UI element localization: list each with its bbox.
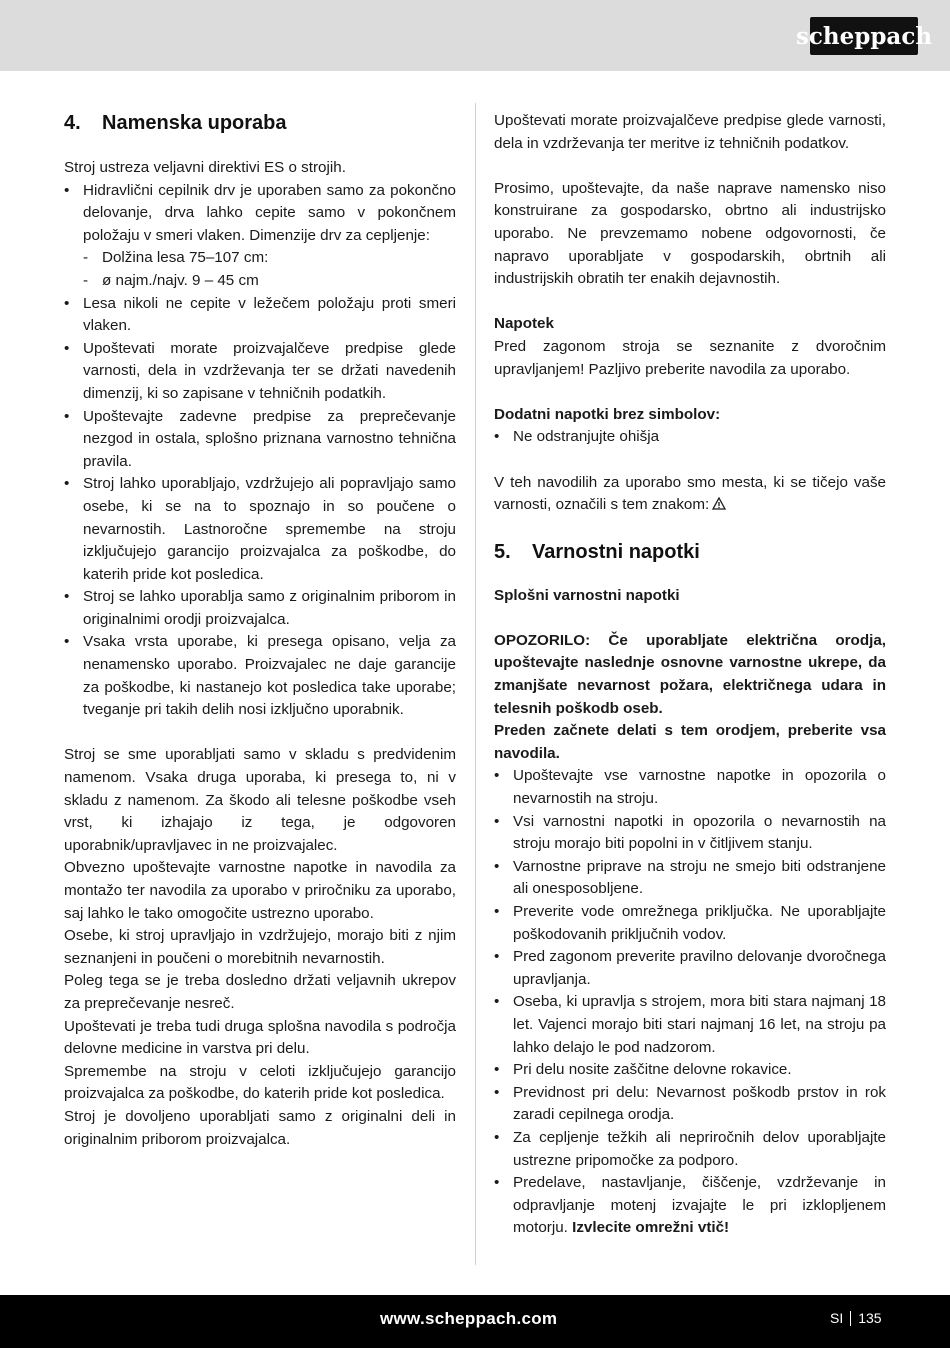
list-item: • Previdnost pri delu: Nevarnost poškodb prstov in rok zaradi cepilnega orodja. — [494, 1082, 886, 1127]
list-item — [494, 1172, 886, 1240]
usage-list — [64, 180, 456, 722]
paragraph: Poleg tega se je treba dosledno držati veljavnih ukrepov za preprečevanje nesreč. — [64, 972, 456, 1012]
paragraph: Upoštevati je treba tudi druga splošna navodila s področja delovne medicine in varstva pri delu. — [64, 1017, 456, 1058]
dimension-item: - Dolžina lesa 75–107 cm: — [83, 247, 456, 270]
paragraph: Stroj je dovoljeno uporabljati samo z originalni deli in originalnim priborom proizvajalca. — [64, 1107, 456, 1148]
list-item: • Pred zagonom preverite pravilno delovanje dvoročnega upravljanja. — [494, 946, 886, 991]
list-item: • Upoštevati morate proizvajalčeve predpise glede varnosti, dela in vzdrževanja ter se držati navedenih dimenzij, ki so zapisane v tehničnih podatkih. — [64, 338, 456, 406]
paragraph: Osebe, ki stroj upravljajo in vzdržujejo, morajo biti z njim seznanjeni in poučeni o morebitnih nevarnostih. — [64, 927, 456, 967]
paragraph: Upoštevati morate proizvajalčeve predpise glede varnosti, dela in vzdrževanja ter meritve iz tehničnih podatkov. — [494, 112, 886, 152]
note-text: Pred zagonom stroja se seznanite z dvoročnim upravljanjem! Pazljivo preberite navodila za uporabo. — [494, 337, 886, 378]
list-item: • Pri delu nosite zaščitne delovne rokavice. — [494, 1059, 886, 1082]
extra-notes-title: Dodatni napotki brez simbolov: — [494, 405, 721, 423]
paragraph: Prosimo, upoštevajte, da naše naprave namensko niso konstruirane za gospodarsko, obrtno ali industrijsko uporabo. Ne prevzemamo nobene odgovornosti, če napravo uporabljate v gospodarskih, obrtnih ali industrijskih obratih ter enakih dejavnostih. — [494, 179, 886, 288]
section-number: 5. — [494, 540, 511, 563]
warning-triangle-icon — [712, 497, 726, 510]
list-item: • Vsi varnostni napotki in opozorila o nevarnostih na stroju morajo biti popolni in v čitljivem stanju. — [494, 811, 886, 856]
section-subtitle: Splošni varnostni napotki — [494, 586, 680, 604]
list-item-text: Predelave, nastavljanje, čiščenje, vzdrževanje in odpravljanje motenj izvajajte le pri izklopljenem motorju. — [513, 1174, 886, 1237]
warning-text: OPOZORILO: Če uporabljate električna orodja, upoštevajte naslednje osnovne varnostne ukrepe, da zmanjšate nevarnost požara, električnega udara in telesnih poškodb oseb. — [494, 631, 886, 717]
right-column — [494, 110, 886, 1240]
list-item — [64, 180, 456, 293]
header-bar — [0, 0, 950, 71]
section-4-heading — [64, 110, 456, 136]
footer-url: www.scheppach.com — [380, 1309, 558, 1328]
page-indicator — [830, 1310, 882, 1326]
paragraph: Stroj se sme uporabljati samo v skladu s predvidenim namenom. Vsaka druga uporaba, ki presega to, ni v skladu z namenom. Za škodo ali telesne poškodbe vseh vrst, ki izhajajo iz tega, je odgovoren uporabnik/upravljavec in ne proizvajalec. — [64, 746, 456, 854]
list-item: • Preverite vode omrežnega priključka. Ne uporabljajte poškodovanih priključnih vodov. — [494, 901, 886, 946]
intro-text: Stroj ustreza veljavni direktivi ES o strojih. — [64, 159, 346, 176]
scheppach-logo: scheppach — [810, 17, 918, 55]
footer-bar — [0, 1295, 950, 1348]
list-item: • Ne odstranjujte ohišja — [494, 426, 886, 449]
column-divider — [475, 103, 476, 1265]
list-item: • Stroj lahko uporabljajo, vzdržujejo ali popravljajo samo osebe, ki se na to spoznajo in so poučene o nevarnostih. Lastnoročne spremembe na stroju izključujejo garancijo proizvajalca za poškodbe, do katerih pride kot posledica. — [64, 473, 456, 586]
paragraph: Obvezno upoštevajte varnostne napotke in navodila za montažo ter navodila za uporabo v priročniku za uporabo, saj lahko le tako omogočite ustrezno uporabo. — [64, 859, 456, 922]
section-number: 4. — [64, 112, 81, 134]
list-item: • Stroj se lahko uporablja samo z originalnim priborom in originalnimi orodji proizvajalca. — [64, 586, 456, 631]
section-title: Varnostni napotki — [532, 540, 700, 563]
list-item: • Upoštevajte zadevne predpise za preprečevanje nezgod in ostala, splošno priznana varnostno tehnična pravila. — [64, 406, 456, 474]
footer-separator — [850, 1311, 851, 1326]
extra-notes-list — [494, 426, 886, 449]
symbol-text: V teh navodilih za uporabo smo mesta, ki se tičejo vaše varnosti, označili s tem znakom: — [494, 473, 886, 514]
unplug-text: Izvlecite omrežni vtič! — [572, 1219, 730, 1237]
dimension-list — [83, 247, 456, 292]
list-item: • Upoštevajte vse varnostne napotke in opozorila o nevarnostih na stroju. — [494, 765, 886, 810]
read-all-text: Preden začnete delati s tem orodjem, preberite vsa navodila. — [494, 722, 886, 762]
list-item: • Varnostne priprave na stroju ne smejo biti odstranjene ali onesposobljene. — [494, 856, 886, 901]
symbol-text-block — [494, 472, 886, 517]
paragraph: Spremembe na stroju v celoti izključujejo garancijo proizvajalca za poškodbe, do katerih pride kot posledica. — [64, 1062, 456, 1103]
page-number: 135 — [858, 1310, 882, 1326]
list-item: • Za cepljenje težkih ali nepriročnih delov uporabljajte ustrezne pripomočke za podporo. — [494, 1127, 886, 1172]
language-code: SI — [830, 1310, 844, 1326]
dimension-item: - ø najm./najv. 9 – 45 cm — [83, 270, 456, 293]
list-item: • Lesa nikoli ne cepite v ležečem položaju proti smeri vlaken. — [64, 293, 456, 338]
section-title: Namenska uporaba — [102, 112, 287, 134]
left-column — [64, 110, 456, 1151]
section-5-heading — [494, 539, 886, 565]
list-item: • Vsaka vrsta uporabe, ki presega opisano, velja za nenamensko uporabo. Proizvajalec ne daje garancije za poškodbe, ki nastanejo kot posledica take uporabe; tveganje pri takih delih nosi izključno uporabnik. — [64, 631, 456, 721]
list-item: • Oseba, ki upravlja s strojem, mora biti stara najmanj 18 let. Vajenci morajo biti stari najmanj 16 let, na stroju pa lahko delajo le pod nadzorom. — [494, 991, 886, 1059]
note-title: Napotek — [494, 315, 554, 333]
safety-list — [494, 765, 886, 1239]
list-item-text: Hidravlični cepilnik drv je uporaben samo za pokončno delovanje, drva lahko cepite samo v pokončnem položaju v smeri vlaken. Dimenzije drv za cepljenje: — [83, 181, 456, 244]
